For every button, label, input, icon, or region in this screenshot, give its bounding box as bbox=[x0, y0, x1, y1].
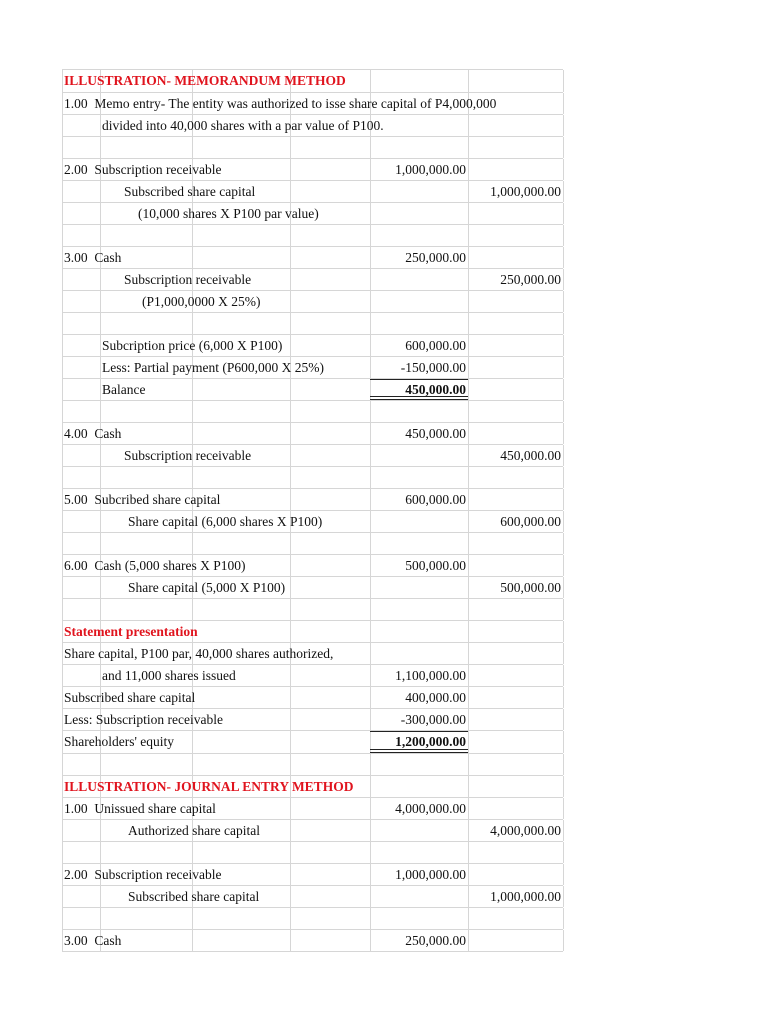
row-label: 6.00 Cash (5,000 shares X P100) bbox=[64, 557, 246, 573]
row-label: Subscription receivable bbox=[124, 271, 252, 287]
table-row bbox=[62, 445, 563, 467]
row-label: Subscribed share capital bbox=[128, 888, 260, 904]
debit-amount: 4,000,000.00 bbox=[395, 800, 466, 816]
row-label: Subcription price (6,000 X P100) bbox=[102, 337, 283, 353]
credit-amount: 1,000,000.00 bbox=[490, 183, 561, 199]
row-label: Subscribed share capital bbox=[64, 689, 196, 705]
table-row bbox=[62, 379, 563, 401]
row-label: Balance bbox=[102, 381, 146, 397]
table-row bbox=[62, 159, 563, 181]
total-top-rule bbox=[370, 731, 468, 732]
table-row bbox=[62, 291, 563, 313]
table-row bbox=[62, 820, 563, 842]
row-label: Subscription receivable bbox=[124, 447, 252, 463]
row-label: Share capital (5,000 X P100) bbox=[128, 579, 286, 595]
credit-amount: 450,000.00 bbox=[500, 447, 561, 463]
table-row bbox=[62, 203, 563, 225]
debit-amount: 1,000,000.00 bbox=[395, 161, 466, 177]
table-row bbox=[62, 687, 563, 709]
row-label: Subscribed share capital bbox=[124, 183, 256, 199]
row-label: (10,000 shares X P100 par value) bbox=[138, 205, 319, 221]
table-row bbox=[62, 621, 563, 643]
debit-amount: 400,000.00 bbox=[405, 689, 466, 705]
table-row bbox=[62, 115, 563, 137]
table-row bbox=[62, 864, 563, 886]
table-row bbox=[62, 599, 563, 621]
table-row bbox=[62, 533, 563, 555]
table-row bbox=[62, 577, 563, 599]
row-label: Share capital, P100 par, 40,000 shares authorized, bbox=[64, 645, 334, 661]
row-label: 2.00 Subscription receivable bbox=[64, 866, 222, 882]
table-row bbox=[62, 731, 563, 754]
row-label: Shareholders' equity bbox=[64, 734, 175, 749]
table-row bbox=[62, 247, 563, 269]
table-row bbox=[62, 137, 563, 159]
row-label: 1.00 Memo entry- The entity was authorized to isse share capital of P4,000,000 bbox=[64, 95, 497, 111]
table-row bbox=[62, 930, 563, 952]
table-row bbox=[62, 842, 563, 864]
debit-amount: 600,000.00 bbox=[405, 337, 466, 353]
table-row bbox=[62, 665, 563, 687]
total-top-rule bbox=[370, 379, 468, 380]
debit-amount: -150,000.00 bbox=[400, 359, 466, 375]
table-row bbox=[62, 335, 563, 357]
double-underline bbox=[370, 749, 468, 753]
row-label: Share capital (6,000 shares X P100) bbox=[128, 513, 323, 529]
row-label: 3.00 Cash bbox=[64, 249, 122, 265]
table-row bbox=[62, 709, 563, 731]
table-row bbox=[62, 269, 563, 291]
row-label: and 11,000 shares issued bbox=[102, 667, 236, 683]
journal-sheet bbox=[62, 69, 563, 952]
row-label: Less: Subscription receivable bbox=[64, 711, 223, 727]
debit-amount: 250,000.00 bbox=[405, 249, 466, 265]
row-label: 4.00 Cash bbox=[64, 425, 122, 441]
table-row bbox=[62, 401, 563, 423]
table-row bbox=[62, 70, 563, 93]
debit-amount: 1,000,000.00 bbox=[395, 866, 466, 882]
section-title: Statement presentation bbox=[64, 623, 198, 639]
row-label: 3.00 Cash bbox=[64, 932, 122, 948]
table-row bbox=[62, 908, 563, 930]
table-row bbox=[62, 181, 563, 203]
credit-amount: 500,000.00 bbox=[500, 579, 561, 595]
double-underline bbox=[370, 396, 468, 400]
row-label: (P1,000,0000 X 25%) bbox=[142, 293, 261, 309]
table-row bbox=[62, 467, 563, 489]
row-label: 1.00 Unissued share capital bbox=[64, 800, 216, 816]
credit-amount: 4,000,000.00 bbox=[490, 822, 561, 838]
table-row bbox=[62, 776, 563, 798]
debit-amount: 250,000.00 bbox=[405, 932, 466, 948]
table-row bbox=[62, 313, 563, 335]
row-label: Authorized share capital bbox=[128, 822, 260, 838]
table-row bbox=[62, 555, 563, 577]
debit-amount: 600,000.00 bbox=[405, 491, 466, 507]
debit-amount: 450,000.00 bbox=[405, 425, 466, 441]
credit-amount: 1,000,000.00 bbox=[490, 888, 561, 904]
credit-amount: 250,000.00 bbox=[500, 271, 561, 287]
total-amount: 450,000.00 bbox=[405, 381, 466, 397]
table-row bbox=[62, 511, 563, 533]
debit-amount: 1,100,000.00 bbox=[395, 667, 466, 683]
row-label: divided into 40,000 shares with a par value of P100. bbox=[102, 117, 384, 133]
credit-amount: 600,000.00 bbox=[500, 513, 561, 529]
table-row bbox=[62, 357, 563, 379]
section-title: ILLUSTRATION- JOURNAL ENTRY METHOD bbox=[64, 778, 354, 794]
table-row bbox=[62, 754, 563, 776]
row-label: 2.00 Subscription receivable bbox=[64, 161, 222, 177]
total-amount: 1,200,000.00 bbox=[395, 734, 466, 749]
table-row bbox=[62, 423, 563, 445]
table-row bbox=[62, 643, 563, 665]
debit-amount: -300,000.00 bbox=[400, 711, 466, 727]
table-row bbox=[62, 798, 563, 820]
table-row bbox=[62, 886, 563, 908]
row-label: Less: Partial payment (P600,000 X 25%) bbox=[102, 359, 324, 375]
table-row bbox=[62, 225, 563, 247]
section-title: ILLUSTRATION- MEMORANDUM METHOD bbox=[64, 73, 346, 88]
table-row bbox=[62, 93, 563, 115]
debit-amount: 500,000.00 bbox=[405, 557, 466, 573]
table-row bbox=[62, 489, 563, 511]
row-label: 5.00 Subcribed share capital bbox=[64, 491, 221, 507]
